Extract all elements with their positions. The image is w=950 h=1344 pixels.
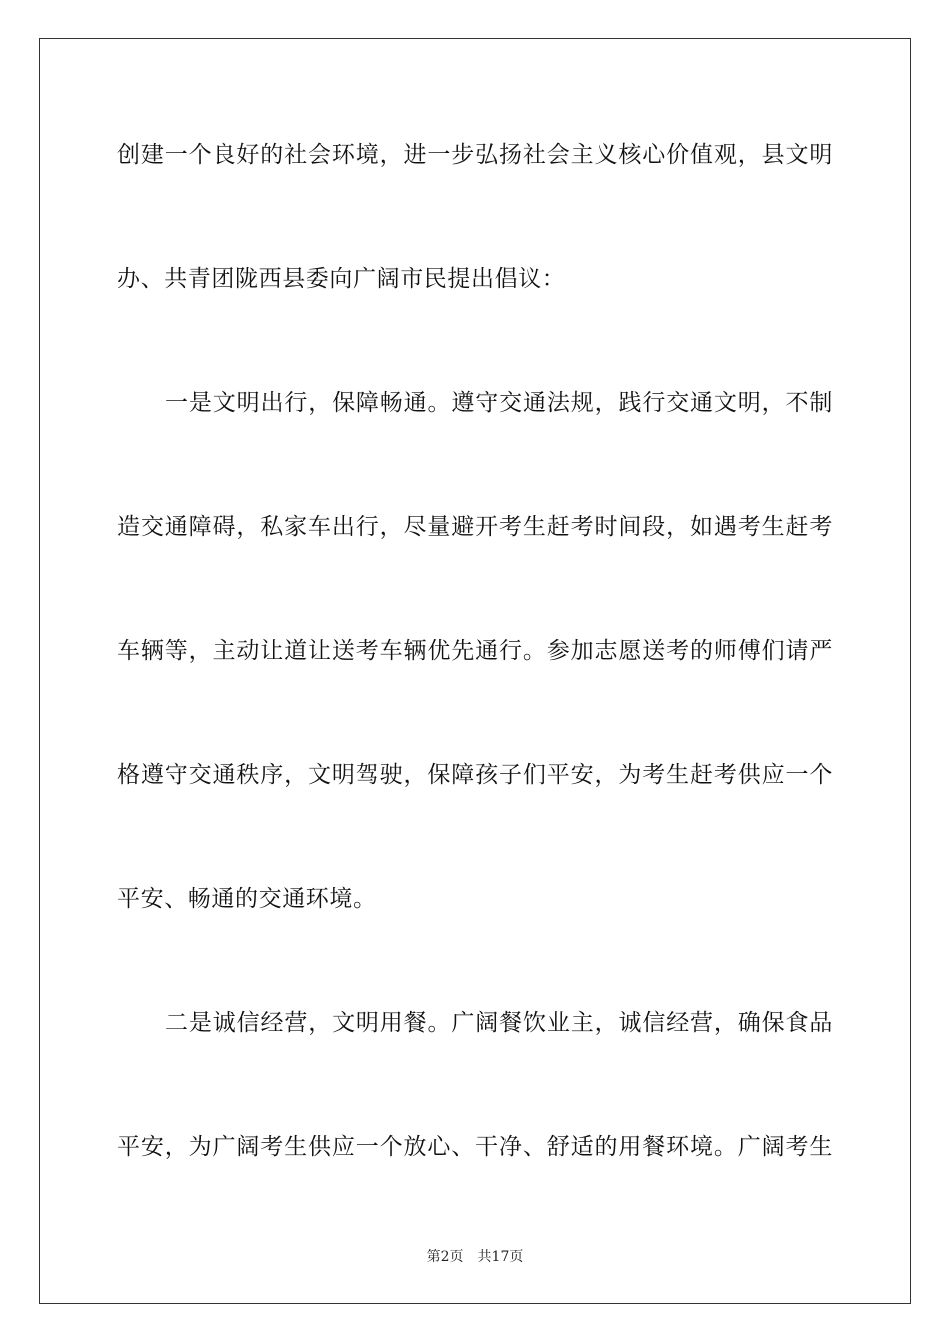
text-line-7: 平安、畅通的交通环境。 bbox=[117, 886, 377, 912]
text-line-2: 办、共青团陇西县委向广阔市民提出倡议： bbox=[117, 266, 566, 292]
text-line-5: 车辆等，主动让道让送考车辆优先通行。参加志愿送考的师傅们请严 bbox=[117, 638, 833, 664]
text-line-1: 创建一个良好的社会环境，进一步弘扬社会主义核心价值观，县文明 bbox=[117, 142, 833, 168]
page-footer bbox=[0, 1248, 950, 1266]
text-line-4: 造交通障碍，私家车出行，尽量避开考生赶考时间段，如遇考生赶考 bbox=[117, 514, 833, 540]
total-pages-label: 共17页 bbox=[477, 1249, 524, 1265]
text-line-6: 格遵守交通秩序，文明驾驶，保障孩子们平安，为考生赶考供应一个 bbox=[117, 762, 833, 788]
current-page-label: 第2页 bbox=[426, 1249, 464, 1265]
text-line-3: 一是文明出行，保障畅通。遵守交通法规，践行交通文明，不制 bbox=[165, 390, 833, 416]
text-line-8: 二是诚信经营，文明用餐。广阔餐饮业主，诚信经营，确保食品 bbox=[165, 1010, 833, 1036]
page-border bbox=[39, 38, 911, 1304]
text-line-9: 平安，为广阔考生供应一个放心、干净、舒适的用餐环境。广阔考生 bbox=[117, 1134, 833, 1160]
